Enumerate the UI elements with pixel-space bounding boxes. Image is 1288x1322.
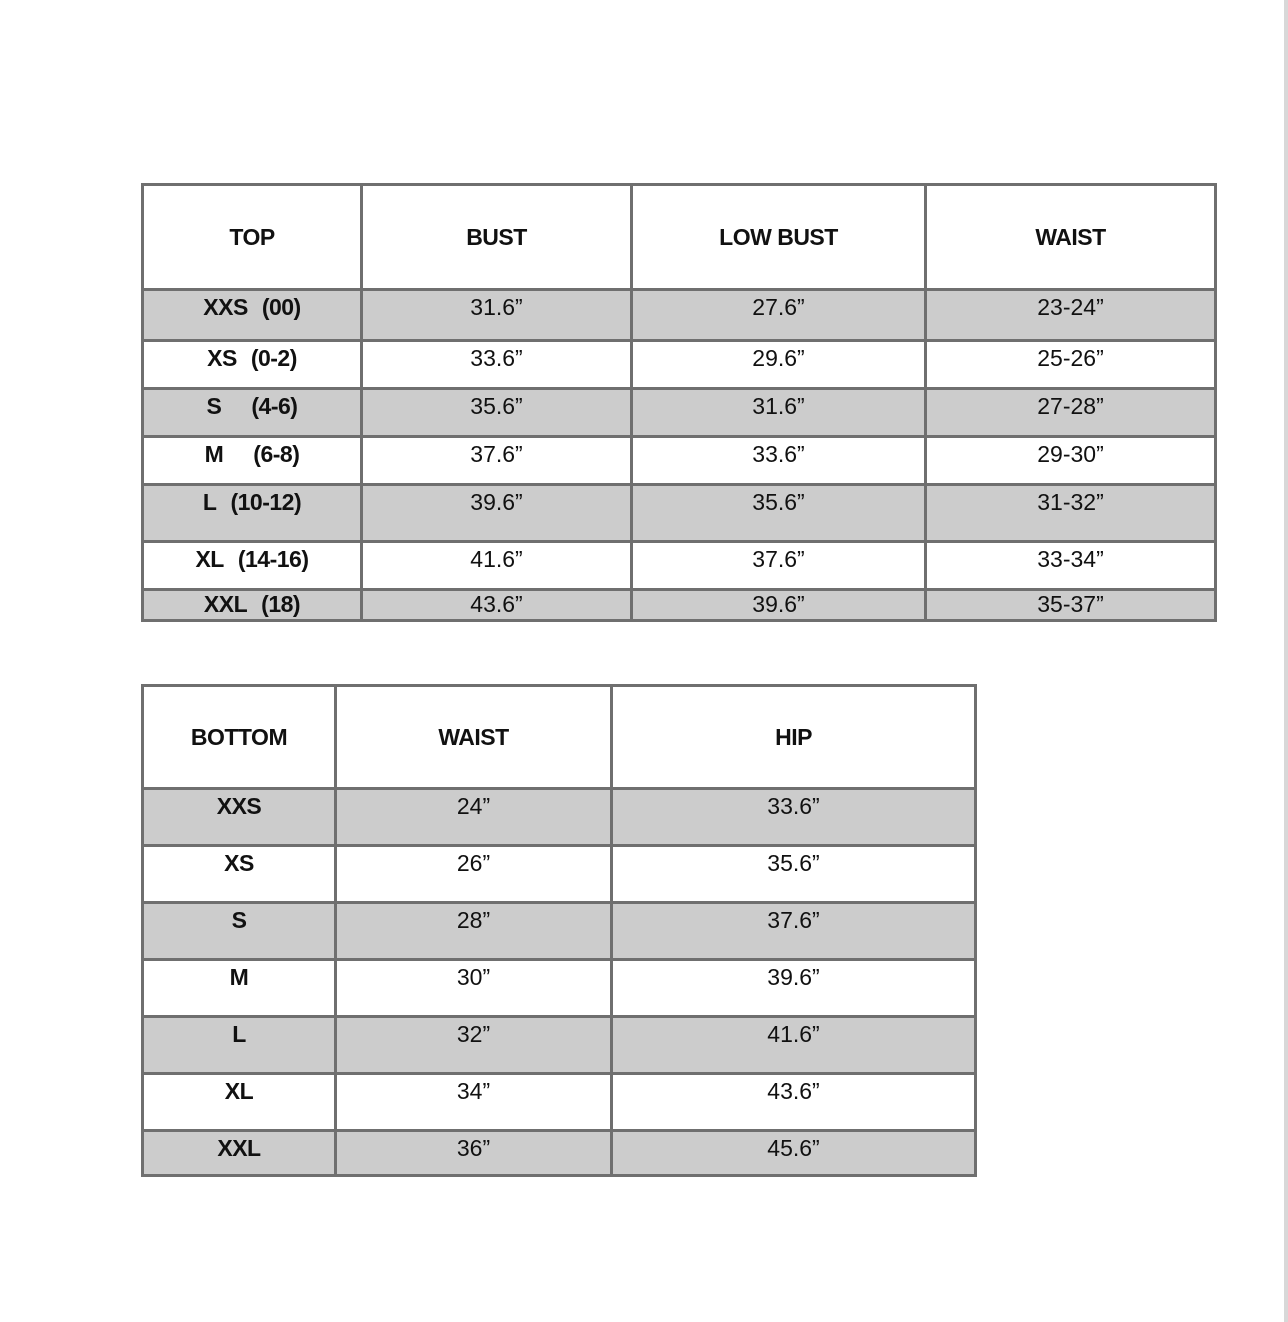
waist-cell: 36” bbox=[336, 1131, 612, 1176]
size-label: S bbox=[206, 393, 222, 419]
size-label: XXS bbox=[203, 294, 248, 320]
bust-cell: 33.6” bbox=[362, 341, 632, 389]
top-size-table bbox=[141, 183, 1217, 622]
table-row bbox=[143, 903, 976, 960]
bottom-header-row bbox=[143, 686, 976, 789]
bottom-size-table bbox=[141, 684, 977, 1177]
top-header-low-bust: LOW BUST bbox=[632, 185, 926, 290]
size-label: L bbox=[202, 489, 217, 515]
size-range: (0-2) bbox=[250, 345, 297, 371]
low-bust-cell: 37.6” bbox=[632, 542, 926, 590]
size-range: (10-12) bbox=[230, 489, 302, 515]
size-cell: XXS bbox=[143, 789, 336, 846]
size-cell: M bbox=[143, 960, 336, 1017]
low-bust-cell: 29.6” bbox=[632, 341, 926, 389]
low-bust-cell: 27.6” bbox=[632, 290, 926, 341]
size-label: XXL bbox=[203, 591, 248, 617]
top-header-waist: WAIST bbox=[926, 185, 1216, 290]
table-row bbox=[143, 789, 976, 846]
bust-cell: 37.6” bbox=[362, 437, 632, 485]
hip-cell: 41.6” bbox=[612, 1017, 976, 1074]
size-range: (6-8) bbox=[253, 441, 300, 467]
size-cell bbox=[143, 485, 362, 542]
waist-cell: 27-28” bbox=[926, 389, 1216, 437]
size-cell bbox=[143, 542, 362, 590]
waist-cell: 35-37” bbox=[926, 590, 1216, 621]
size-range: (18) bbox=[261, 591, 301, 617]
size-label: XS bbox=[207, 345, 237, 371]
table-row bbox=[143, 846, 976, 903]
bottom-header-hip: HIP bbox=[612, 686, 976, 789]
size-range: (00) bbox=[261, 294, 301, 320]
waist-cell: 31-32” bbox=[926, 485, 1216, 542]
size-cell bbox=[143, 290, 362, 341]
low-bust-cell: 35.6” bbox=[632, 485, 926, 542]
waist-cell: 30” bbox=[336, 960, 612, 1017]
table-row bbox=[143, 290, 1216, 341]
size-cell bbox=[143, 389, 362, 437]
size-label: M bbox=[204, 441, 224, 467]
size-cell: XL bbox=[143, 1074, 336, 1131]
table-row bbox=[143, 1074, 976, 1131]
low-bust-cell: 31.6” bbox=[632, 389, 926, 437]
size-label: XL bbox=[195, 546, 224, 572]
waist-cell: 34” bbox=[336, 1074, 612, 1131]
size-range: (14-16) bbox=[237, 546, 309, 572]
hip-cell: 37.6” bbox=[612, 903, 976, 960]
bottom-header-size: BOTTOM bbox=[143, 686, 336, 789]
size-cell: XS bbox=[143, 846, 336, 903]
waist-cell: 24” bbox=[336, 789, 612, 846]
waist-cell: 25-26” bbox=[926, 341, 1216, 389]
page-edge bbox=[1284, 0, 1288, 1322]
waist-cell: 29-30” bbox=[926, 437, 1216, 485]
size-cell: XXL bbox=[143, 1131, 336, 1176]
low-bust-cell: 39.6” bbox=[632, 590, 926, 621]
hip-cell: 45.6” bbox=[612, 1131, 976, 1176]
low-bust-cell: 33.6” bbox=[632, 437, 926, 485]
waist-cell: 23-24” bbox=[926, 290, 1216, 341]
size-cell: L bbox=[143, 1017, 336, 1074]
table-row bbox=[143, 1131, 976, 1176]
hip-cell: 35.6” bbox=[612, 846, 976, 903]
bust-cell: 41.6” bbox=[362, 542, 632, 590]
waist-cell: 28” bbox=[336, 903, 612, 960]
waist-cell: 32” bbox=[336, 1017, 612, 1074]
bottom-header-waist: WAIST bbox=[336, 686, 612, 789]
bust-cell: 43.6” bbox=[362, 590, 632, 621]
waist-cell: 26” bbox=[336, 846, 612, 903]
table-row bbox=[143, 542, 1216, 590]
hip-cell: 33.6” bbox=[612, 789, 976, 846]
table-row bbox=[143, 485, 1216, 542]
table-row bbox=[143, 960, 976, 1017]
table-row bbox=[143, 389, 1216, 437]
size-cell bbox=[143, 590, 362, 621]
waist-cell: 33-34” bbox=[926, 542, 1216, 590]
size-range: (4-6) bbox=[251, 393, 298, 419]
bust-cell: 39.6” bbox=[362, 485, 632, 542]
size-cell bbox=[143, 341, 362, 389]
hip-cell: 43.6” bbox=[612, 1074, 976, 1131]
bust-cell: 31.6” bbox=[362, 290, 632, 341]
top-header-row bbox=[143, 185, 1216, 290]
bust-cell: 35.6” bbox=[362, 389, 632, 437]
size-cell bbox=[143, 437, 362, 485]
size-cell: S bbox=[143, 903, 336, 960]
table-row bbox=[143, 437, 1216, 485]
table-row bbox=[143, 1017, 976, 1074]
table-row bbox=[143, 590, 1216, 621]
top-header-size: TOP bbox=[143, 185, 362, 290]
top-header-bust: BUST bbox=[362, 185, 632, 290]
table-row bbox=[143, 341, 1216, 389]
hip-cell: 39.6” bbox=[612, 960, 976, 1017]
